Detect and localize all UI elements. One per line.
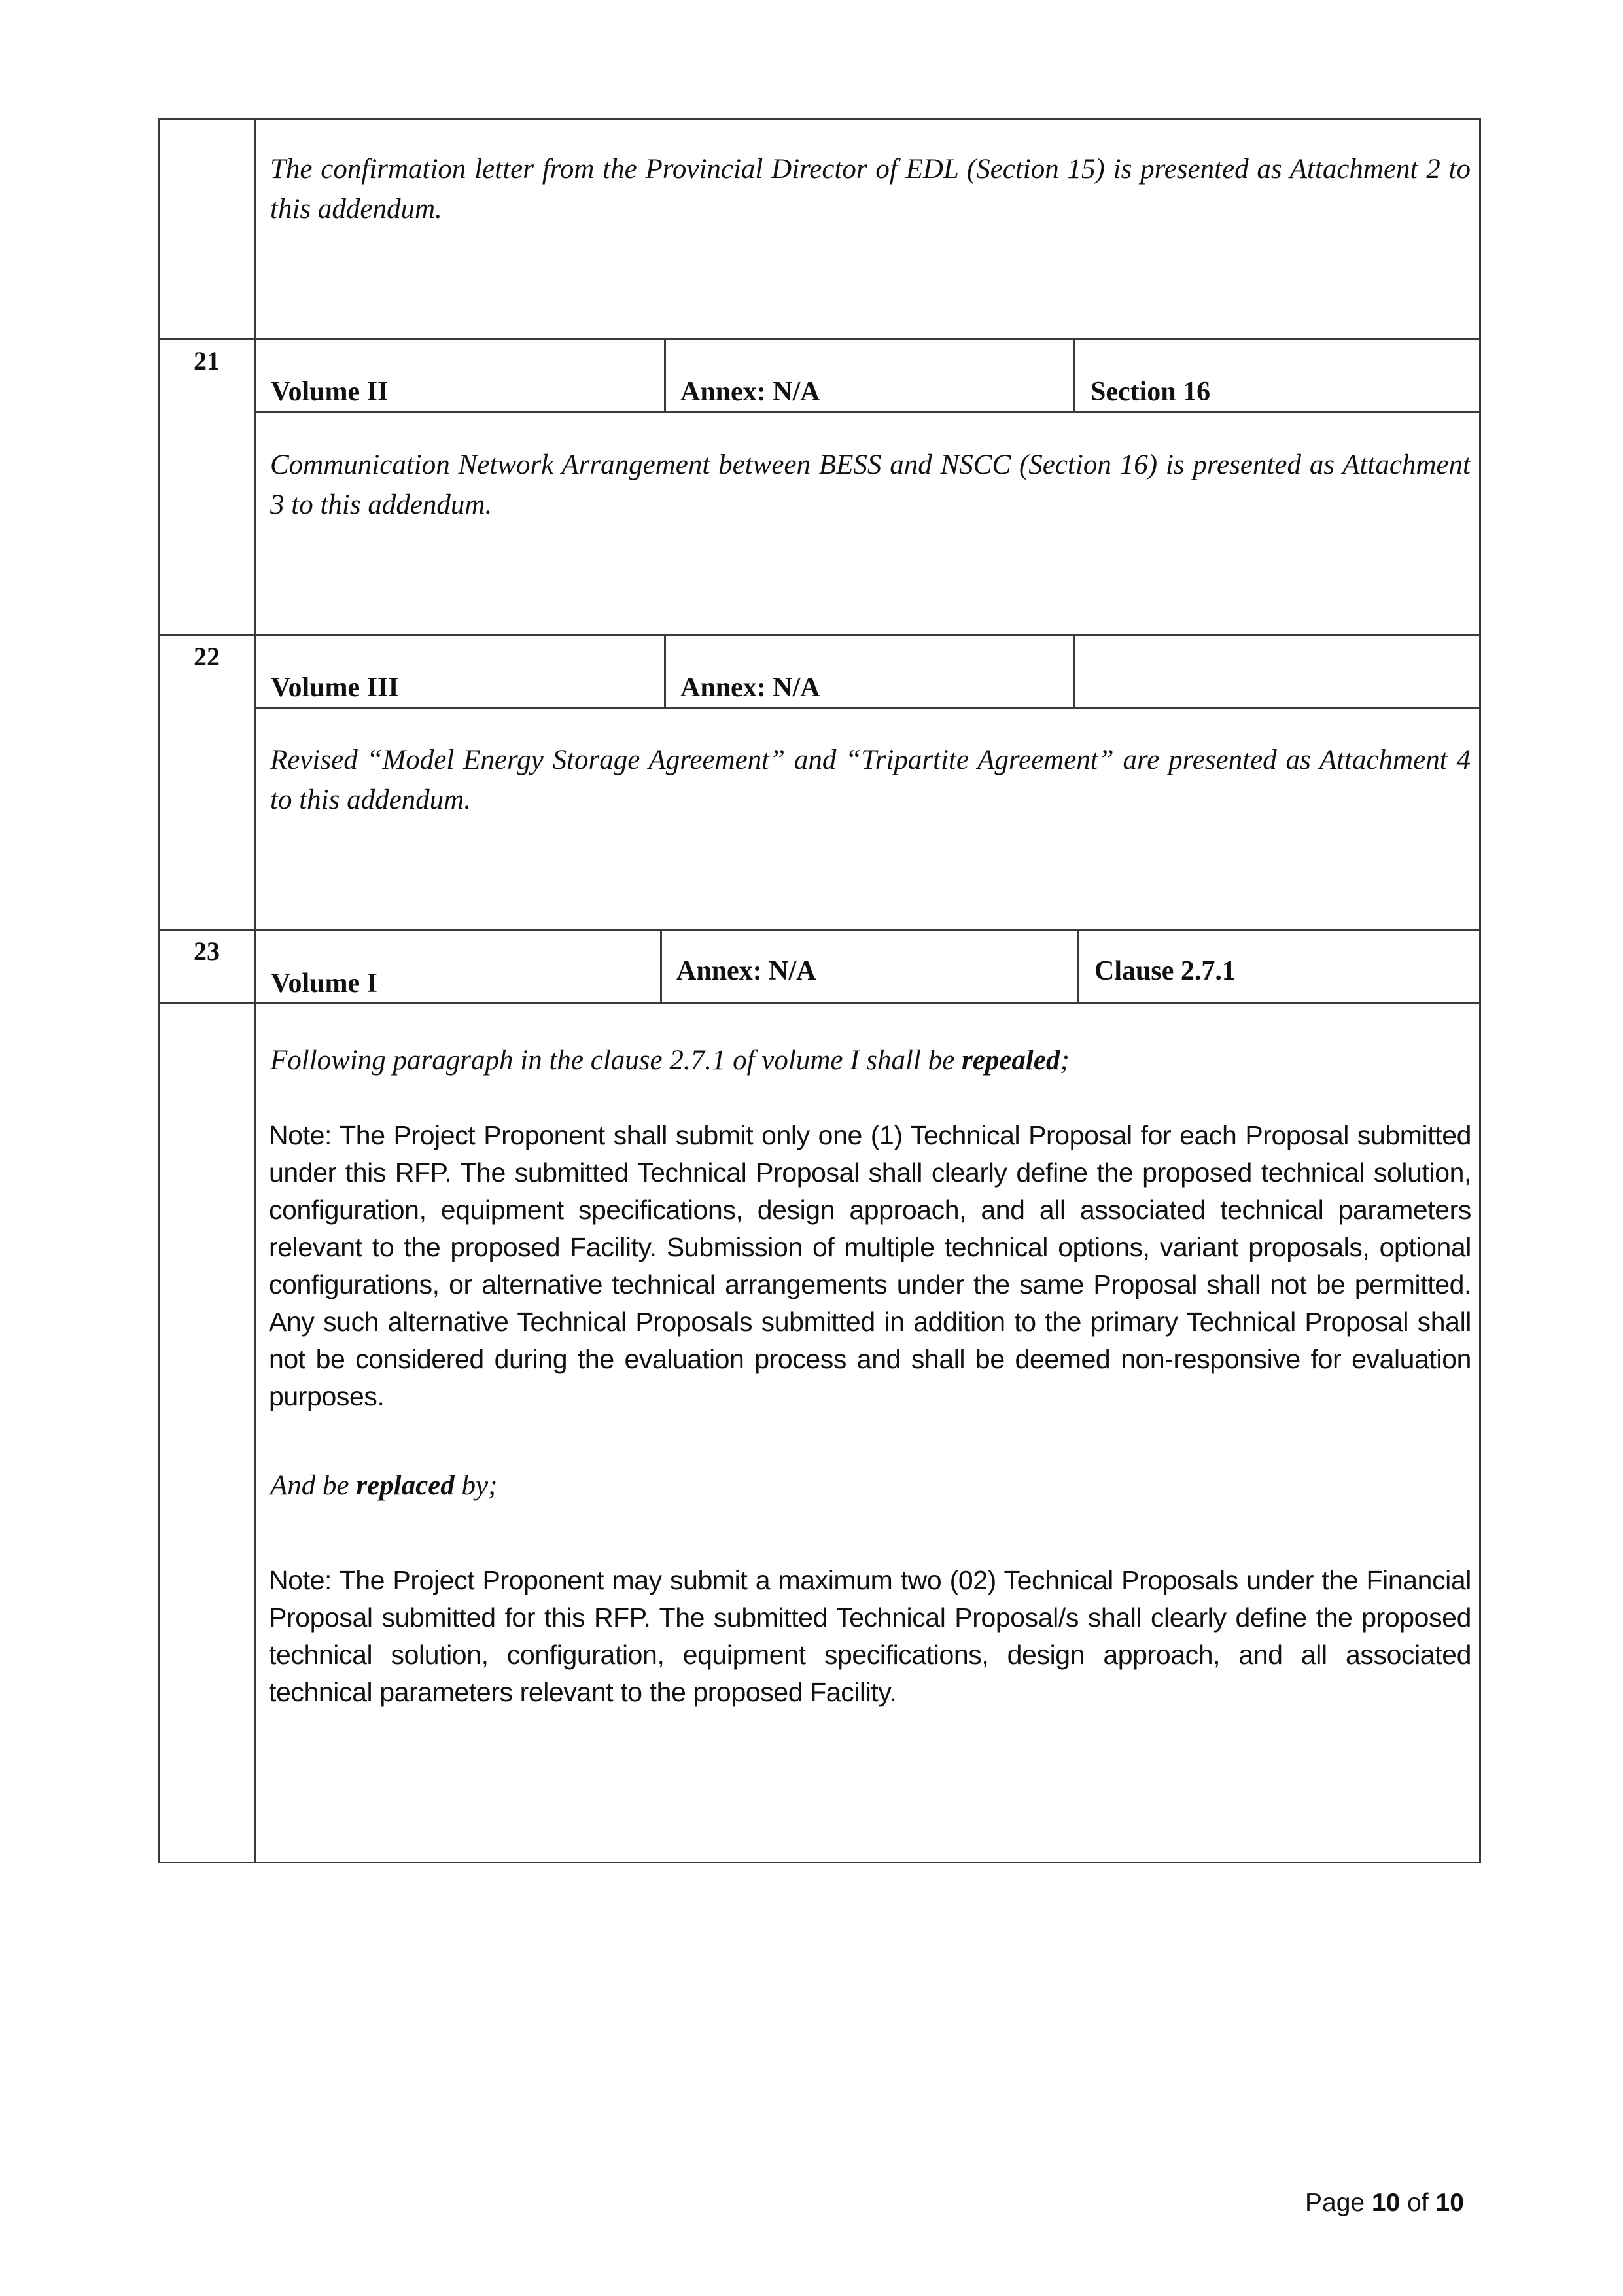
page-number: [1305, 2189, 1464, 2217]
replace-intro-end: by;: [454, 1470, 498, 1501]
current-page: 10: [1371, 2189, 1401, 2217]
number-column-divider: [254, 118, 256, 1863]
annex-label: Annex: N/A: [680, 673, 820, 703]
replace-intro: [270, 1466, 1471, 1506]
repeal-intro-text: Following paragraph in the clause 2.7.1 of volume I shall be: [270, 1045, 962, 1076]
replaced-keyword: replaced: [356, 1470, 455, 1501]
annex-label: Annex: N/A: [676, 956, 816, 986]
page-word: Page: [1305, 2189, 1372, 2217]
row-divider: [255, 411, 1481, 413]
attachment-3-note: Communication Network Arrangement between BESS and NSCC (Section 16) is presented as Attachment 3 to this addendum.: [270, 450, 1471, 520]
attachment-2-note: The confirmation letter from the Provincial Director of EDL (Section 15) is presented as Attachment 2 to this addendum.: [270, 154, 1471, 224]
annex-label: Annex: N/A: [680, 377, 820, 407]
cell-divider: [664, 338, 666, 412]
cell-divider: [1077, 929, 1079, 1004]
section-label: Section 16: [1091, 377, 1211, 407]
cell-divider: [1073, 634, 1075, 708]
volume-label: Volume III: [271, 673, 399, 703]
replacement-note: Note: The Project Proponent may submit a maximum two (02) Technical Proposals under the Financial Proposal submitted for this RFP. The submitted Technical Proposal/s shall clearly define the proposed technical solution, configuration, equipment specifications, design approach, and all associated technical parameters relevant to the proposed Facility.: [269, 1565, 1471, 1707]
cell-divider: [660, 929, 662, 1004]
replace-intro-text: And be: [270, 1470, 357, 1501]
cell-divider: [1073, 338, 1075, 412]
section-label: Clause 2.7.1: [1094, 956, 1236, 986]
row-number-21: 21: [194, 346, 220, 376]
row-divider: [158, 634, 1481, 636]
row-divider: [158, 1002, 1481, 1004]
row-number-23: 23: [194, 936, 220, 966]
total-pages: 10: [1435, 2189, 1464, 2217]
row-divider: [158, 338, 1481, 340]
row-divider: [255, 707, 1481, 709]
cell-divider: [664, 634, 666, 708]
attachment-4-note: Revised “Model Energy Storage Agreement” and “Tripartite Agreement” are presented as Attachment 4 to this addendum.: [270, 745, 1471, 815]
row-number-22: 22: [194, 642, 220, 671]
row-divider: [158, 929, 1481, 931]
repealed-note: Note: The Project Proponent shall submit only one (1) Technical Proposal for each Proposal submitted under this RFP. The submitted Technical Proposal shall clearly define the proposed technical solution, configuration, equipment specifications, design approach, and all associated technical parameters relevant to the proposed Facility. Submission of multiple technical options, variant proposals, optional configurations, or alternative technical arrangements under the same Proposal shall not be permitted. Any such alternative Technical Proposals submitted in addition to the primary Technical Proposal shall not be considered during the evaluation process and shall be deemed non-responsive for evaluation purposes.: [269, 1120, 1471, 1411]
volume-label: Volume II: [271, 377, 389, 407]
repeal-intro: [270, 1040, 1471, 1080]
of-word: of: [1400, 2189, 1436, 2217]
repealed-keyword: repealed: [962, 1045, 1060, 1076]
volume-label: Volume I: [271, 968, 377, 998]
repeal-intro-end: ;: [1060, 1045, 1070, 1076]
